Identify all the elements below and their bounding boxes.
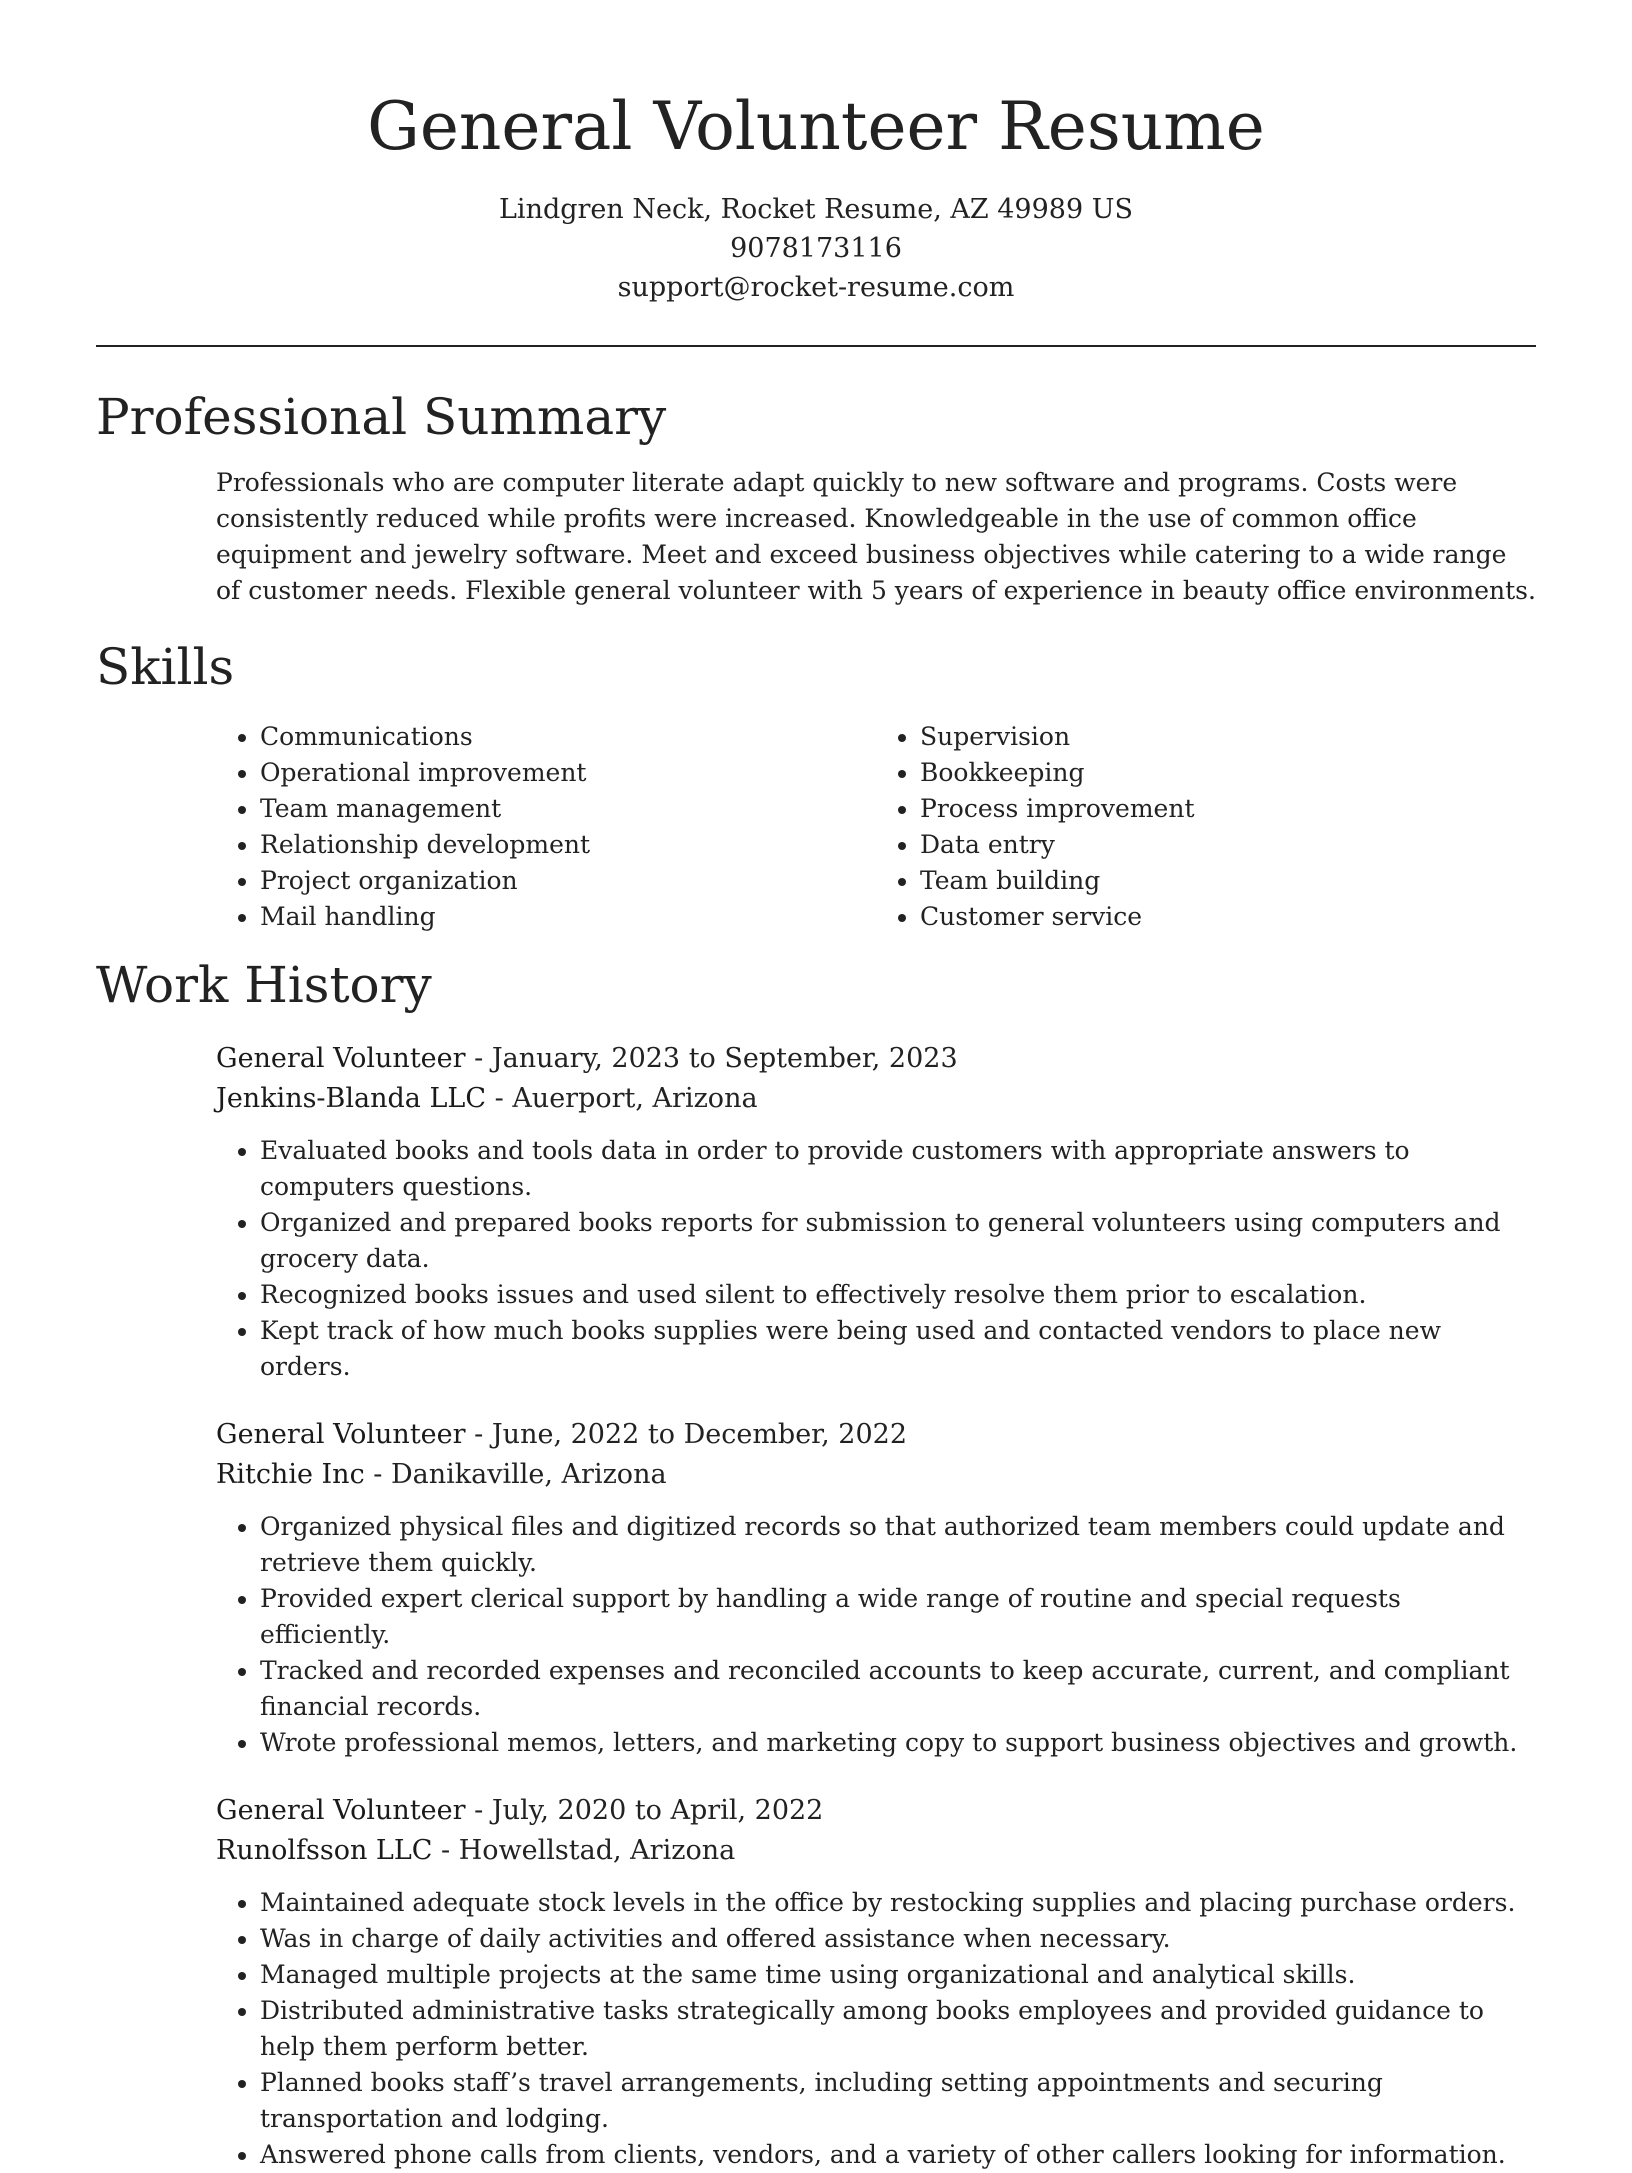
summary-heading: Professional Summary xyxy=(96,388,667,446)
duty-item: • Distributed administrative tasks strategically among books employees and provided guidance to help them perform better. xyxy=(260,1993,1536,2065)
job-company: Ritchie Inc xyxy=(216,1459,365,1490)
job-title: General Volunteer xyxy=(216,1795,466,1826)
contact-email: support@rocket-resume.com xyxy=(617,272,1015,303)
skill-item: • Customer service xyxy=(920,899,1536,935)
duty-item: • Provided expert clerical support by handling a wide range of routine and special requests efficiently. xyxy=(260,1581,1536,1653)
duty-item: • Kept track of how much books supplies were being used and contacted vendors to place new orders. xyxy=(260,1313,1536,1385)
duty-item: • Wrote professional memos, letters, and marketing copy to support business objectives and growth. xyxy=(260,1725,1536,1761)
resume-page xyxy=(96,0,1536,2173)
skills-heading: Skills xyxy=(96,638,235,696)
job-title: General Volunteer xyxy=(216,1419,466,1450)
skill-item: • Bookkeeping xyxy=(920,755,1536,791)
job-company: Jenkins-Blanda LLC xyxy=(216,1083,486,1114)
duty-item: • Managed multiple projects at the same time using organizational and analytical skills. xyxy=(260,1957,1536,1993)
skills-column-left xyxy=(216,719,876,935)
duty-item: • Organized physical files and digitized records so that authorized team members could update and retrieve them quickly. xyxy=(260,1509,1536,1581)
resume-title: General Volunteer Resume xyxy=(367,88,1265,165)
job-location: Howellstad, Arizona xyxy=(458,1835,736,1866)
job-entry xyxy=(216,1791,1536,2173)
skill-item: • Operational improvement xyxy=(260,755,876,791)
job-dates: July, 2020 to April, 2022 xyxy=(491,1795,824,1826)
job-duties xyxy=(216,1133,1536,1385)
resume-header xyxy=(96,0,1536,307)
work-history-heading: Work History xyxy=(96,956,432,1014)
job-location: Danikaville, Arizona xyxy=(391,1459,667,1490)
duty-item: • Recognized books issues and used silent to effectively resolve them prior to escalation. xyxy=(260,1277,1536,1313)
skill-item: • Mail handling xyxy=(260,899,876,935)
skills-list xyxy=(216,719,1536,935)
job-entry xyxy=(216,1415,1536,1761)
job-title-line xyxy=(216,1791,1536,1831)
contact-phone: 9078173116 xyxy=(730,233,902,264)
job-dates: January, 2023 to September, 2023 xyxy=(491,1043,958,1074)
skill-item: • Process improvement xyxy=(920,791,1536,827)
separator: - xyxy=(373,1459,392,1490)
duty-item: • Planned books staff’s travel arrangements, including setting appointments and securing transportation and lodging. xyxy=(260,2065,1536,2137)
job-location: Auerport, Arizona xyxy=(512,1083,758,1114)
job-duties xyxy=(216,1509,1536,1761)
summary-text: Professionals who are computer literate adapt quickly to new software and programs. Costs were consistently reduced while profits were increased. Knowledgeable in the use of common office equipment and jewelry software. Meet and exceed business objectives while catering to a wide range of customer needs. Flexible general volunteer with 5 years of experience in beauty office environments. xyxy=(216,468,1536,605)
header-divider xyxy=(96,345,1536,347)
job-entry xyxy=(216,1039,1536,1385)
duty-item: • Answered phone calls from clients, vendors, and a variety of other callers looking for information. xyxy=(260,2137,1536,2173)
skill-item: • Team management xyxy=(260,791,876,827)
separator: - xyxy=(474,1043,492,1074)
separator: - xyxy=(494,1083,513,1114)
job-title-line xyxy=(216,1039,1536,1079)
duty-item: • Organized and prepared books reports for submission to general volunteers using computers and grocery data. xyxy=(260,1205,1536,1277)
job-dates: June, 2022 to December, 2022 xyxy=(491,1419,907,1450)
skill-item: • Supervision xyxy=(920,719,1536,755)
duty-item: • Was in charge of daily activities and offered assistance when necessary. xyxy=(260,1921,1536,1957)
skill-item: • Relationship development xyxy=(260,827,876,863)
job-company-line xyxy=(216,1455,1536,1495)
separator: - xyxy=(474,1795,492,1826)
separator: - xyxy=(441,1835,459,1866)
separator: - xyxy=(474,1419,492,1450)
job-company: Runolfsson LLC xyxy=(216,1835,433,1866)
skills-column-right xyxy=(876,719,1536,935)
job-title: General Volunteer xyxy=(216,1043,466,1074)
job-company-line xyxy=(216,1079,1536,1119)
duty-item: • Maintained adequate stock levels in the office by restocking supplies and placing purchase orders. xyxy=(260,1885,1536,1921)
job-title-line xyxy=(216,1415,1536,1455)
job-duties xyxy=(216,1885,1536,2173)
job-company-line xyxy=(216,1831,1536,1871)
skill-item: • Data entry xyxy=(920,827,1536,863)
duty-item: • Evaluated books and tools data in order to provide customers with appropriate answers to computers questions. xyxy=(260,1133,1536,1205)
skill-item: • Communications xyxy=(260,719,876,755)
duty-item: • Tracked and recorded expenses and reconciled accounts to keep accurate, current, and compliant financial records. xyxy=(260,1653,1536,1725)
skill-item: • Project organization xyxy=(260,863,876,899)
skill-item: • Team building xyxy=(920,863,1536,899)
contact-address: Lindgren Neck, Rocket Resume, AZ 49989 US xyxy=(499,194,1133,225)
